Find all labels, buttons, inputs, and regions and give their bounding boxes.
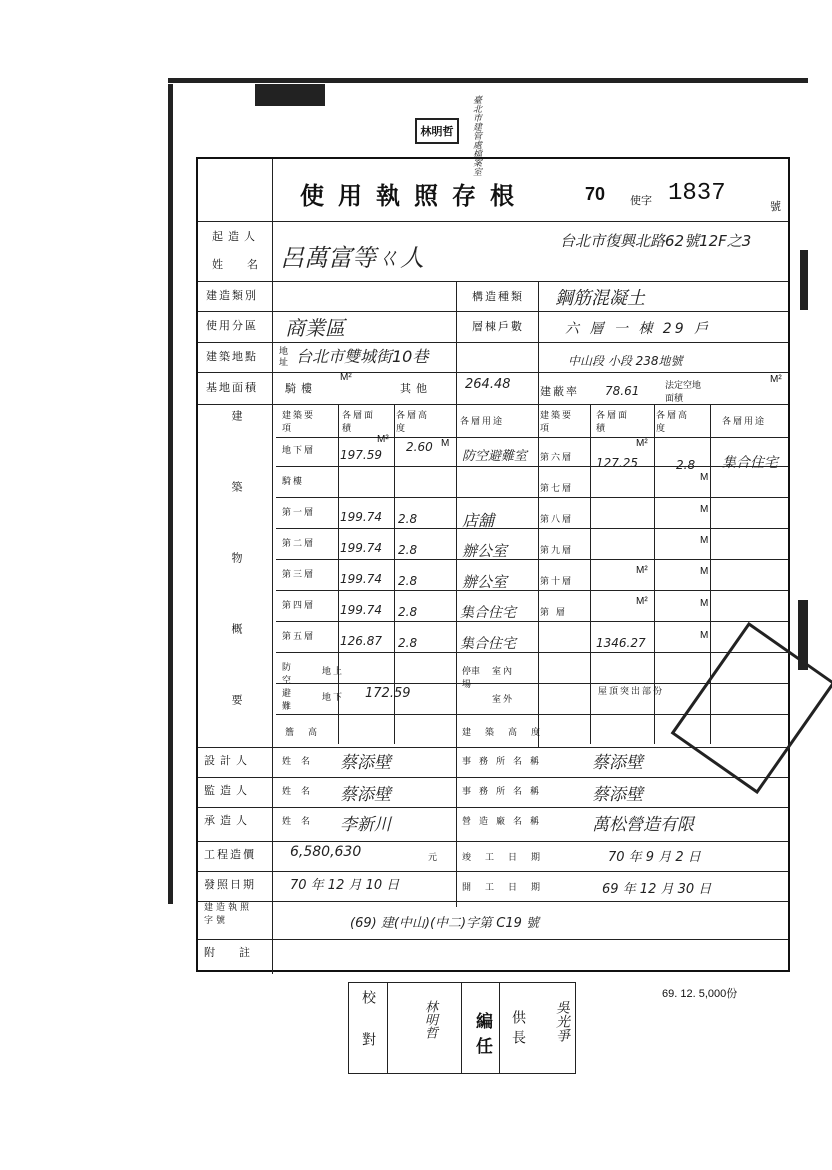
owner-address: 台北市復興北路62號12F之3 xyxy=(560,232,752,250)
unit: M² xyxy=(636,565,648,576)
page-title: 使用執照存根 xyxy=(300,181,528,210)
col-item-header-right: 建築要項 xyxy=(540,411,574,434)
issue-label: 發照日期 xyxy=(204,878,256,891)
shelter-under-value: 172.59 xyxy=(365,686,411,701)
unit: M xyxy=(700,504,709,515)
unit: M xyxy=(700,472,709,483)
rule xyxy=(276,559,788,560)
office-label: 營造廠名稱 xyxy=(462,817,548,827)
rule xyxy=(198,841,788,842)
compiler-label: 編任 xyxy=(472,1012,492,1062)
floor-area: 199.74 xyxy=(340,541,382,555)
unit: M xyxy=(700,535,709,546)
owner-label-1: 起造人 xyxy=(212,230,260,243)
floor-area: 126.87 xyxy=(340,634,382,648)
scan-edge-noise xyxy=(168,78,808,83)
coverage-value: 78.61 xyxy=(605,384,640,398)
floor-height: 2.8 xyxy=(398,543,418,557)
floors-label: 層棟戶數 xyxy=(472,320,524,333)
floor-area: 197.59 xyxy=(340,448,382,462)
unit: M xyxy=(700,598,709,609)
parking-out: 室外 xyxy=(492,695,515,705)
unit: M² xyxy=(636,596,648,607)
floor-height: 2.8 xyxy=(398,574,418,588)
check-label: 校對 xyxy=(360,990,376,1074)
col-height-header: 各層高度 xyxy=(396,411,430,434)
rule xyxy=(276,437,788,438)
role: 設計人 xyxy=(204,754,252,767)
reviewed-stamp: 林明哲 xyxy=(415,118,459,144)
floor-use: 集合住宅 xyxy=(460,605,516,621)
checker-name: 林明哲 xyxy=(422,1000,437,1039)
rule xyxy=(198,901,788,902)
floor-name: 第 層 xyxy=(540,608,567,618)
complete-label: 竣工日期 xyxy=(462,853,555,863)
complete-value: 70 年 9 月 2 日 xyxy=(608,850,701,865)
rule xyxy=(387,983,388,1073)
build-height-label: 建築高度 xyxy=(462,728,555,738)
floor-height: 2.8 xyxy=(398,605,418,619)
name-label: 姓名 xyxy=(282,787,321,797)
floors-value: 六 層 一 棟 29 戶 xyxy=(565,321,712,337)
rule xyxy=(198,281,788,282)
rule xyxy=(198,777,788,778)
rule xyxy=(276,621,788,622)
rule xyxy=(198,221,788,222)
unit: M² xyxy=(377,434,389,445)
structure-value: 鋼筋混凝土 xyxy=(555,288,645,309)
rule xyxy=(456,747,457,907)
note-label: 附註 xyxy=(204,946,274,959)
year: 70 xyxy=(585,184,606,204)
name-label: 姓名 xyxy=(282,757,321,767)
floor-name: 第九層 xyxy=(540,546,574,556)
site-prefix: 地址 xyxy=(277,346,287,368)
floor-name: 騎樓 xyxy=(282,477,305,487)
site-label: 建築地點 xyxy=(206,350,258,363)
floor-name: 第六層 xyxy=(540,453,574,463)
floor-height: 2.8 xyxy=(398,512,418,526)
rule xyxy=(276,497,788,498)
floor-use: 店舖 xyxy=(462,511,495,530)
cert-suffix: 號 xyxy=(770,200,781,213)
floor-area: 199.74 xyxy=(340,572,382,586)
rule xyxy=(276,652,788,653)
unit: M² xyxy=(340,372,352,383)
other-label: 其他 xyxy=(400,382,432,395)
cost-unit: 元 xyxy=(428,853,440,863)
floor-height: 2.60 xyxy=(406,440,433,454)
rule xyxy=(276,466,788,467)
rule xyxy=(198,871,788,872)
office-name: 蔡添壁 xyxy=(592,753,643,773)
col-area-header: 各層面積 xyxy=(342,411,376,434)
office-label: 事務所名稱 xyxy=(462,757,548,767)
parking-label: 停車場 xyxy=(462,667,481,690)
archive-note: 臺北市建管處檔案室 xyxy=(471,95,481,176)
floor-use: 防空避難室 xyxy=(462,449,528,464)
floor-name: 第四層 xyxy=(282,601,316,611)
eave-label: 簷高 xyxy=(285,728,332,738)
floor-name: 第十層 xyxy=(540,577,574,587)
use-zone-label: 使用分區 xyxy=(206,319,258,332)
rule xyxy=(272,159,273,974)
floor-name: 第二層 xyxy=(282,539,316,549)
col-use-header: 各層用途 xyxy=(460,417,505,427)
signature: 吳光爭 xyxy=(554,1000,570,1042)
permit-label: 建造執照字號 xyxy=(204,903,253,926)
rule xyxy=(461,983,462,1073)
unit: M xyxy=(441,438,450,449)
person-name: 蔡添壁 xyxy=(340,785,391,805)
owner-label-2: 姓名 xyxy=(212,258,282,271)
use-zone-value: 商業區 xyxy=(285,316,345,340)
rule xyxy=(538,281,539,747)
rule xyxy=(198,342,788,343)
floor-height: 2.8 xyxy=(398,636,418,650)
col-use-header-right: 各層用途 xyxy=(722,417,767,427)
area-label: 基地面積 xyxy=(206,381,258,394)
floor-name: 第三層 xyxy=(282,570,316,580)
rule xyxy=(198,939,788,940)
floor-area: 1346.27 xyxy=(596,636,646,650)
unit: M xyxy=(700,566,709,577)
rule xyxy=(276,590,788,591)
floor-use: 辦公室 xyxy=(462,573,508,591)
check-box xyxy=(348,982,576,1074)
role: 監造人 xyxy=(204,784,252,797)
rule xyxy=(276,528,788,529)
floor-area: 199.74 xyxy=(340,510,382,524)
cost-value: 6,580,630 xyxy=(290,844,362,860)
rule xyxy=(499,983,500,1073)
floor-name: 地下層 xyxy=(282,446,316,456)
print-note: 69. 12. 5,000份 xyxy=(662,988,738,1000)
floor-area: 199.74 xyxy=(340,603,382,617)
structure-label: 構造種類 xyxy=(472,290,524,303)
arcade-label: 騎樓 xyxy=(285,382,317,395)
office-name: 萬松營造有限 xyxy=(592,815,694,835)
build-class-label: 建造類別 xyxy=(206,289,258,302)
parking-in: 室內 xyxy=(492,667,515,677)
scan-edge-noise xyxy=(168,84,173,904)
floor-name: 第八層 xyxy=(540,515,574,525)
floor-use: 辦公室 xyxy=(462,542,508,560)
floor-use: 集合住宅 xyxy=(722,455,778,471)
roof-label: 屋頂突出部份 xyxy=(598,687,665,697)
unit: M² xyxy=(636,438,648,449)
section-label: 建築物概要 xyxy=(230,410,243,765)
name-label: 姓名 xyxy=(282,817,321,827)
issue-value: 70 年 12 月 10 日 xyxy=(290,878,400,893)
person-name: 蔡添壁 xyxy=(340,753,391,773)
unit: M xyxy=(700,630,709,641)
supply-label: 供長 xyxy=(510,1010,526,1050)
start-label: 開工日期 xyxy=(462,883,555,893)
scan-edge-noise xyxy=(255,84,325,106)
shelter-under: 地下 xyxy=(322,693,345,703)
other-value: 264.48 xyxy=(465,377,511,392)
cert-prefix: 使字 xyxy=(630,194,652,207)
role: 承造人 xyxy=(204,814,252,827)
rule xyxy=(198,404,788,405)
cost-label: 工程造價 xyxy=(204,848,256,861)
rule xyxy=(198,807,788,808)
rule xyxy=(198,372,788,373)
open-space-label: 法定空地面積 xyxy=(665,381,702,404)
rule xyxy=(590,404,591,744)
site-value: 台北市雙城街10巷 xyxy=(296,347,429,366)
office-label: 事務所名稱 xyxy=(462,787,548,797)
office-name: 蔡添壁 xyxy=(592,785,643,805)
start-value: 69 年 12 月 30 日 xyxy=(602,882,712,897)
person-name: 李新川 xyxy=(340,815,391,835)
coverage-label: 建蔽率 xyxy=(540,385,579,398)
cert-number: 1837 xyxy=(668,180,726,207)
col-item-header: 建築要項 xyxy=(282,411,316,434)
site-lot: 中山段 小段 238地號 xyxy=(568,354,683,368)
floor-name: 第五層 xyxy=(282,632,316,642)
shelter-label: 防空避難 xyxy=(282,663,310,712)
floor-height: 2.8 xyxy=(676,458,696,472)
floor-name: 第一層 xyxy=(282,508,316,518)
unit: M² xyxy=(770,374,782,385)
scan-edge-noise xyxy=(800,250,808,310)
col-area-header-right: 各層面積 xyxy=(596,411,630,434)
permit-value: (69) 建(中山)(中二)字第 C19 號 xyxy=(350,916,539,931)
floor-use: 集合住宅 xyxy=(460,636,516,652)
shelter-ground: 地上 xyxy=(322,667,345,677)
col-height-header-right: 各層高度 xyxy=(656,411,690,434)
floor-name: 第七層 xyxy=(540,484,574,494)
owner-name: 呂萬富等ㄍ人 xyxy=(280,244,424,272)
rule xyxy=(456,281,457,747)
floor-area: 127.25 xyxy=(596,456,638,470)
